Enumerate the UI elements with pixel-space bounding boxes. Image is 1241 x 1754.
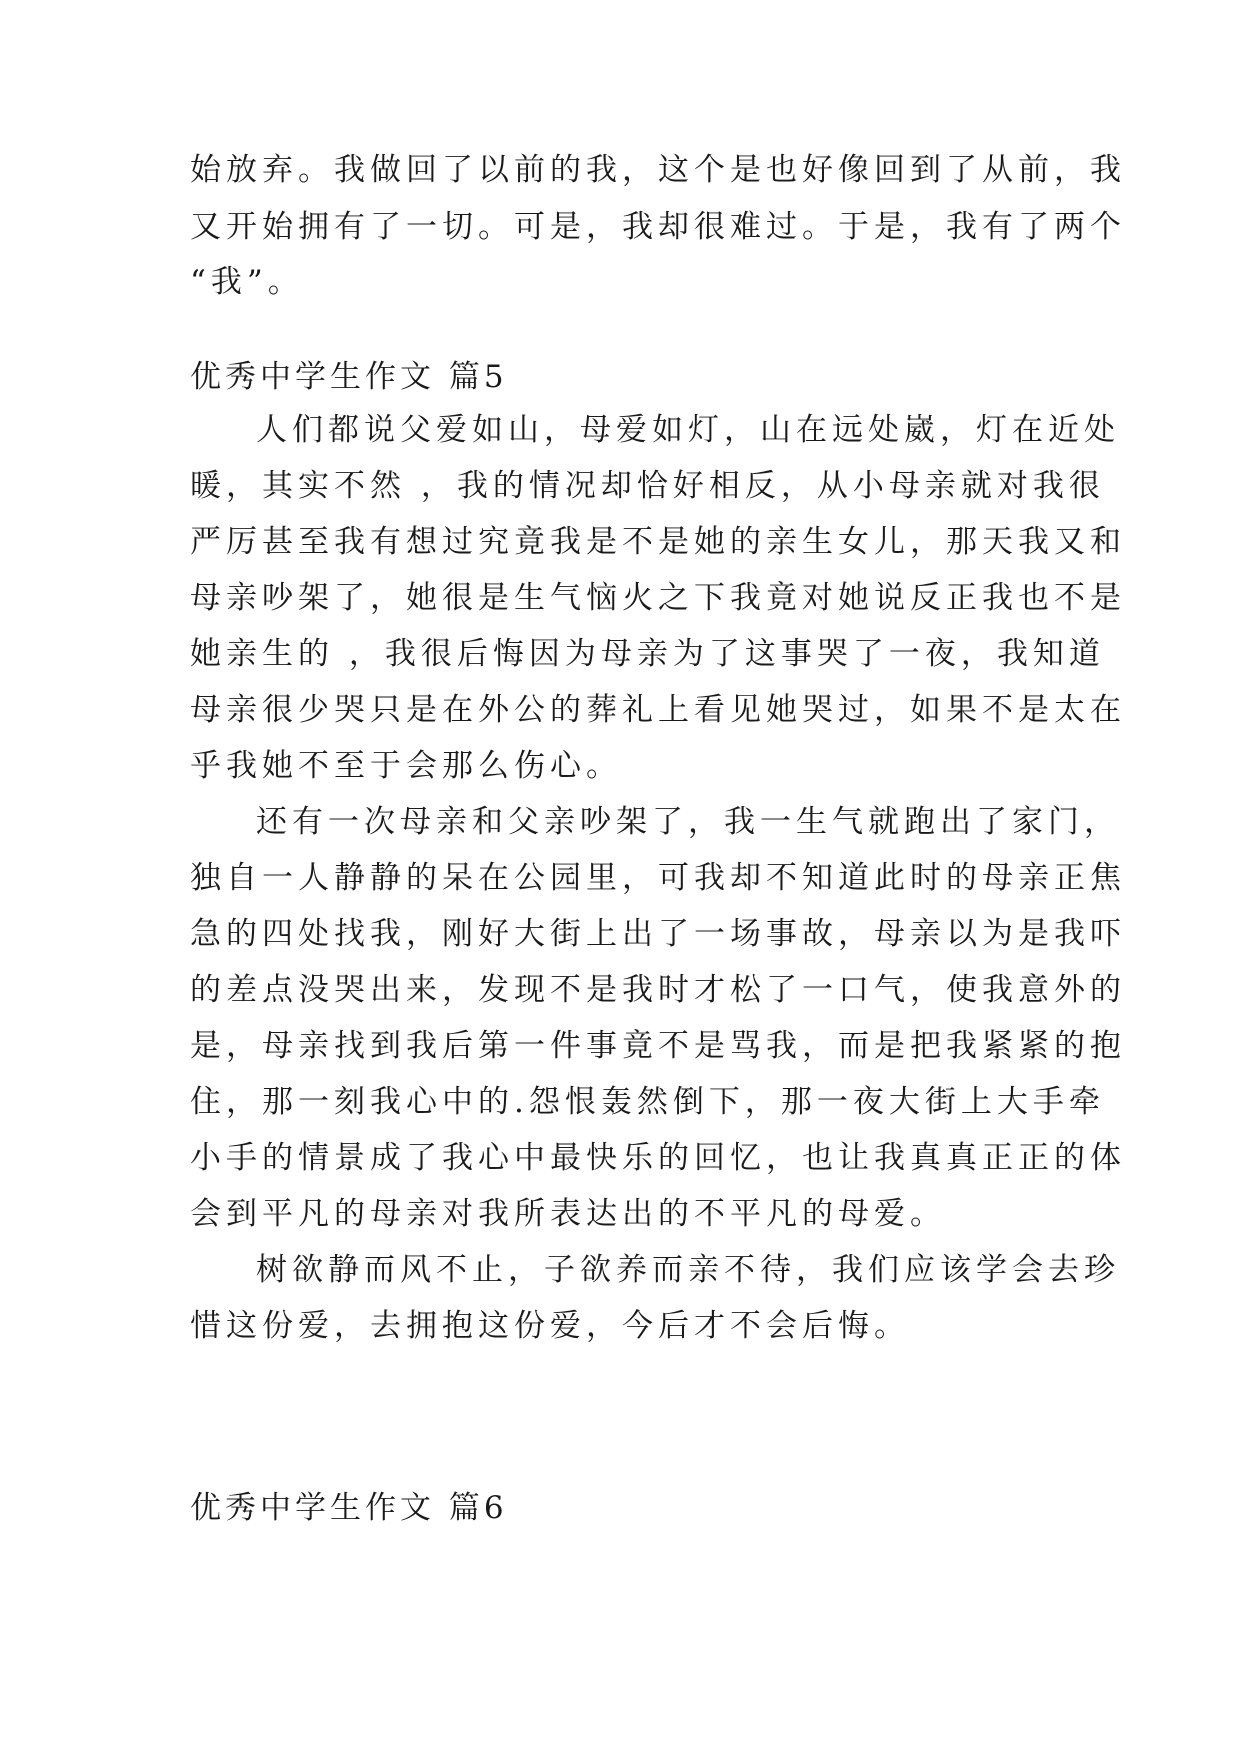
- paragraph-line: 又开始拥有了一切。可是，我却很难过。于是，我有了两个: [190, 209, 1126, 245]
- paragraph-line: 暖，其实不然 ，我的情况却恰好相反，从小母亲就对我很: [190, 468, 1105, 504]
- paragraph-line: 急的四处找我，刚好大街上出了一场事故，母亲以为是我吓: [190, 916, 1126, 952]
- paragraph-line: 住，那一刻我心中的.怨恨轰然倒下，那一夜大街上大手牵: [190, 1084, 1105, 1120]
- paragraph-line: 还有一次母亲和父亲吵架了，我一生气就跑出了家门，: [256, 804, 1120, 840]
- paragraph-line: 她亲生的 ，我很后悔因为母亲为了这事哭了一夜，我知道: [190, 636, 1105, 672]
- paragraph-line: 始放弃。我做回了以前的我，这个是也好像回到了从前，我: [190, 152, 1126, 188]
- paragraph-line: 惜这份爱，去拥抱这份爱，今后才不会后悔。: [190, 1308, 910, 1344]
- paragraph-line: 的差点没哭出来，发现不是我时才松了一口气，使我意外的: [190, 972, 1126, 1008]
- paragraph-line: 母亲很少哭只是在外公的葬礼上看见她哭过，如果不是太在: [190, 692, 1126, 728]
- paragraph-line: 人们都说父爱如山，母爱如灯，山在远处崴，灯在近处: [256, 412, 1120, 448]
- paragraph-line: 独自一人静静的呆在公园里，可我却不知道此时的母亲正焦: [190, 860, 1126, 896]
- section-heading: 优秀中学生作文 篇5: [190, 359, 508, 395]
- paragraph-line: “我”。: [190, 264, 304, 300]
- paragraph-line: 是，母亲找到我后第一件事竟不是骂我，而是把我紧紧的抱: [190, 1028, 1126, 1064]
- paragraph-line: 会到平凡的母亲对我所表达出的不平凡的母爱。: [190, 1196, 946, 1232]
- paragraph-line: 母亲吵架了，她很是生气恼火之下我竟对她说反正我也不是: [190, 580, 1126, 616]
- paragraph-line: 树欲静而风不止，子欲养而亲不待，我们应该学会去珍: [256, 1252, 1120, 1288]
- section-heading: 优秀中学生作文 篇6: [190, 1490, 508, 1526]
- paragraph-line: 小手的情景成了我心中最快乐的回忆，也让我真真正正的体: [190, 1140, 1126, 1176]
- paragraph-line: 严厉甚至我有想过究竟我是不是她的亲生女儿，那天我又和: [190, 524, 1126, 560]
- paragraph-line: 乎我她不至于会那么伤心。: [190, 748, 622, 784]
